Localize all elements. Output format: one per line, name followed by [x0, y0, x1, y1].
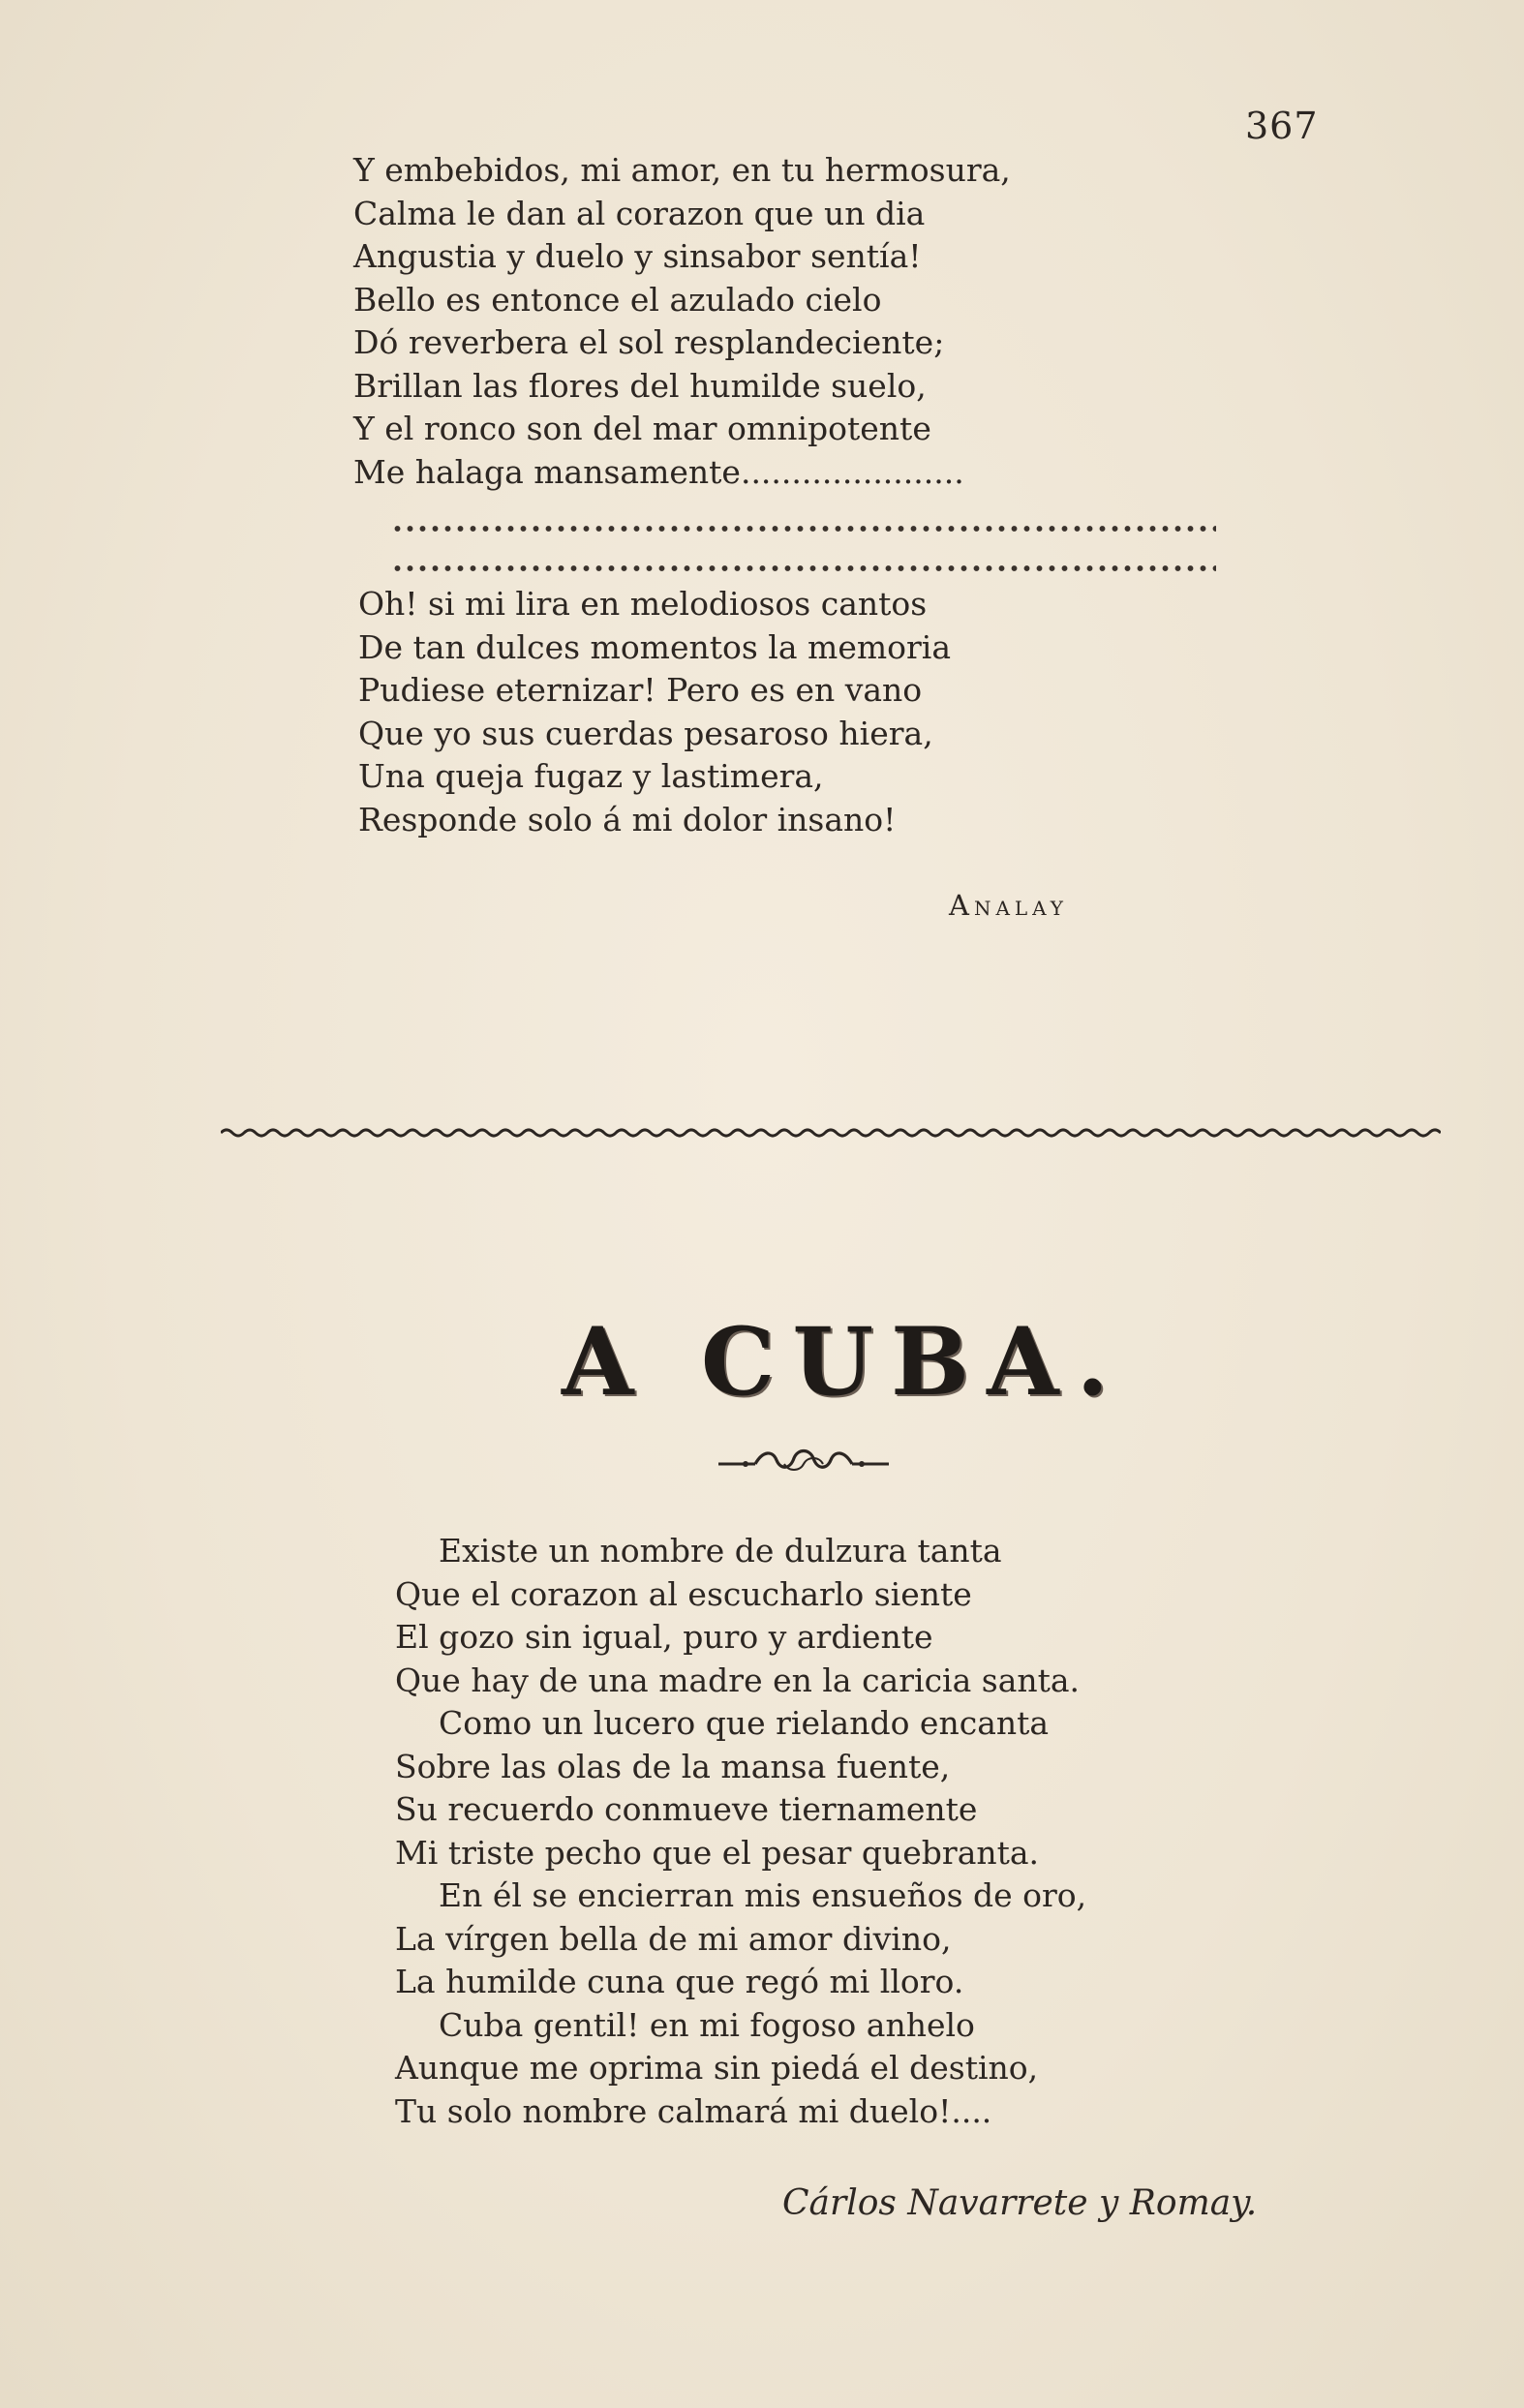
poem-line: Existe un nombre de dulzura tanta — [439, 1532, 1002, 1570]
poem-line: Aunque me oprima sin piedá el destino, — [395, 2049, 1039, 2087]
poem-line: Su recuerdo conmueve tiernamente — [395, 1790, 978, 1828]
poem-line: Mi triste pecho que el pesar quebranta. — [395, 1833, 1040, 1872]
poem-line: Tu solo nombre calmará mi duelo!.... — [395, 2091, 992, 2130]
author-signature: Cárlos Navarrete y Romay. — [782, 2183, 1258, 2223]
dotted-ellipsis-row — [391, 564, 1216, 573]
stanza-2 — [358, 583, 951, 841]
poem-line: De tan dulces momentos la memoria — [358, 627, 952, 666]
poem-line: Angustia y duelo y sinsabor sentía! — [353, 237, 922, 275]
poem-line: En él se encierran mis ensueños de oro, — [439, 1876, 1087, 1914]
poem-body — [395, 1530, 1086, 2133]
poem-line: Que el corazon al escucharlo siente — [395, 1574, 972, 1613]
poem-line: Sobre las olas de la mansa fuente, — [395, 1747, 951, 1785]
poem-line: El gozo sin igual, puro y ardiente — [395, 1618, 933, 1656]
poem-line: Una queja fugaz y lastimera, — [358, 757, 824, 795]
page-number: 367 — [1245, 105, 1319, 147]
wavy-divider — [221, 1126, 1441, 1140]
poem-line: La humilde cuna que regó mi lloro. — [395, 1963, 964, 2000]
poem-title: A CUBA. — [562, 1307, 1127, 1417]
poem-line: Y embebidos, mi amor, en tu hermosura, — [353, 151, 1011, 189]
poem-line: Me halaga mansamente...................... — [353, 452, 964, 491]
poem-line: Bello es entonce el azulado cielo — [353, 280, 882, 319]
poem-line: Calma le dan al corazon que un dia — [353, 194, 926, 232]
dotted-ellipsis-row — [391, 524, 1216, 533]
author-signature-anon: Analay — [949, 889, 1069, 922]
poem-line: Responde solo á mi dolor insano! — [358, 800, 897, 838]
poem-line: Cuba gentil! en mi fogoso anhelo — [439, 2005, 975, 2044]
poem-line: Oh! si mi lira en melodiosos cantos — [358, 585, 928, 623]
poem-line: Dó reverbera el sol resplandeciente; — [353, 323, 945, 361]
poem-line: Como un lucero que rielando encanta — [439, 1704, 1050, 1742]
poem-line: Y el ronco son del mar omnipotente — [353, 410, 931, 447]
poem-line: La vírgen bella de mi amor divino, — [395, 1919, 952, 1958]
poem-line: Que hay de una madre en la caricia santa. — [395, 1661, 1081, 1699]
flourish-ornament-icon — [716, 1443, 891, 1478]
stanza-1 — [353, 149, 1011, 494]
poem-line: Brillan las flores del humilde suelo, — [353, 366, 927, 405]
poem-line: Que yo sus cuerdas pesaroso hiera, — [358, 714, 933, 752]
poem-line: Pudiese eternizar! Pero es en vano — [358, 671, 923, 709]
